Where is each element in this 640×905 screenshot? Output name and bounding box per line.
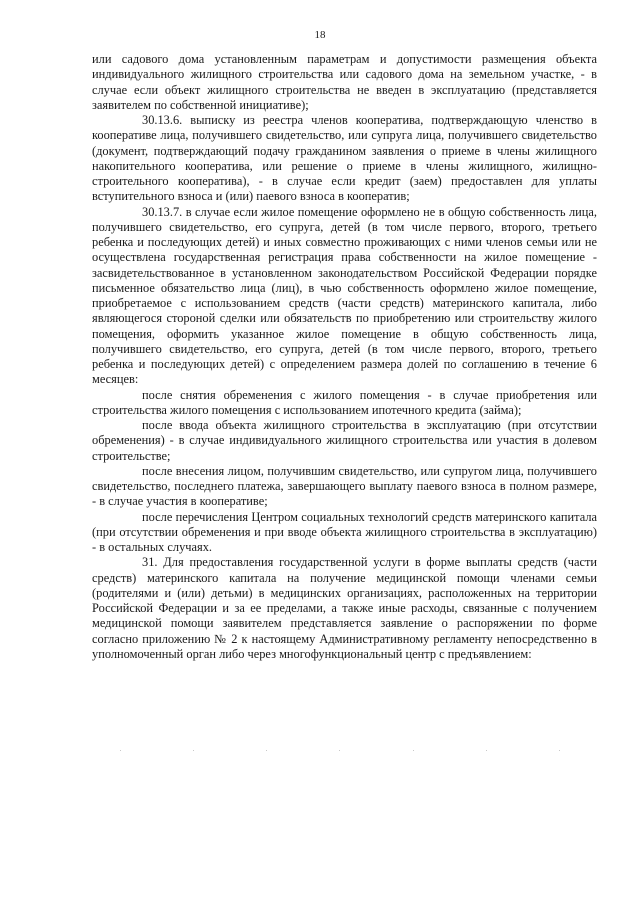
document-body [92, 52, 597, 662]
paragraph-after-transfer: после перечисления Центром социальных технологий средств материнского капитала (при отсутствии обременения и при вводе объекта жилищного строительства в эксплуатацию) - в остальных случаях. [92, 509, 597, 554]
paragraph-continuation: или садового дома установленным параметрам и допустимости размещения объекта индивидуального жилищного строительства или садового дома на земельном участке, - в случае если объект жилищного строительства не введен в эксплуатацию (представляется заявителем по собственной инициативе); [92, 52, 597, 112]
paragraph-after-commissioning: после ввода объекта жилищного строительства в эксплуатацию (при отсутствии обременения) - в случае индивидуального жилищного строительства или участия в долевом строительстве; [92, 418, 597, 463]
paragraph-31: 31. Для предоставления государственной услуги в форме выплаты средств (части средств) материнского капитала на получение медицинской помощи членами семьи (родителями и (или) детьми) в медицинских организациях, расположенных на территории Российской Федерации и за ее пределами, а также иные расходы, связанные с получением медицинской помощи заявителем представляется заявление о распоряжении по форме согласно приложению № 2 к настоящему Административному регламенту непосредственно в уполномоченный орган либо через многофункциональный центр с предъявлением: [92, 555, 597, 661]
page-number: 18 [314, 29, 326, 41]
paragraph-after-encumbrance: после снятия обременения с жилого помещения - в случае приобретения или строительства жилого помещения с использованием ипотечного кредита (займа); [92, 387, 597, 417]
paragraph-30-13-6: 30.13.6. выписку из реестра членов кооператива, подтверждающую членство в кооперативе лица, получившего свидетельство, или супруга лица, получившего свидетельство (документ, подтверждающий подачу гражданином заявления о приеме в члены жилищного накопительного кооператива, или решение о приеме в члены жилищного, жилищно-строительного кооператива), - в случае если кредит (заем) предоставлен для уплаты вступительного взноса и (или) паевого взноса в кооператив; [92, 113, 597, 204]
scan-artifact-dots [120, 750, 560, 752]
paragraph-after-payment: после внесения лицом, получившим свидетельство, или супругом лица, получившего свидетельство, последнего платежа, завершающего выплату паевого взноса в полном размере, - в случае участия в кооперативе; [92, 463, 597, 509]
paragraph-30-13-7: 30.13.7. в случае если жилое помещение оформлено не в общую собственность лица, получившего свидетельство, его супруга, детей (в том числе первого, второго, третьего ребенка и последующих детей) и иных совместно проживающих с ними членов семьи или не осуществлена государственная регистрация права собственности на жилое помещение - засвидетельствованное в установленном законодательством Российской Федерации порядке письменное обязательство лица (лиц), в чью собственность оформлено жилое помещение, приобретаемое с использованием средств (части средств) материнского капитала, либо являющегося стороной сделки или обязательств по приобретению или строительству жилого помещения, оформить указанное жилое помещение в общую собственность лица, получившего свидетельство, его супруга, детей (в том числе первого, второго, третьего ребенка и последующих детей) с определением размера долей по соглашению в течение 6 месяцев: [92, 204, 597, 387]
